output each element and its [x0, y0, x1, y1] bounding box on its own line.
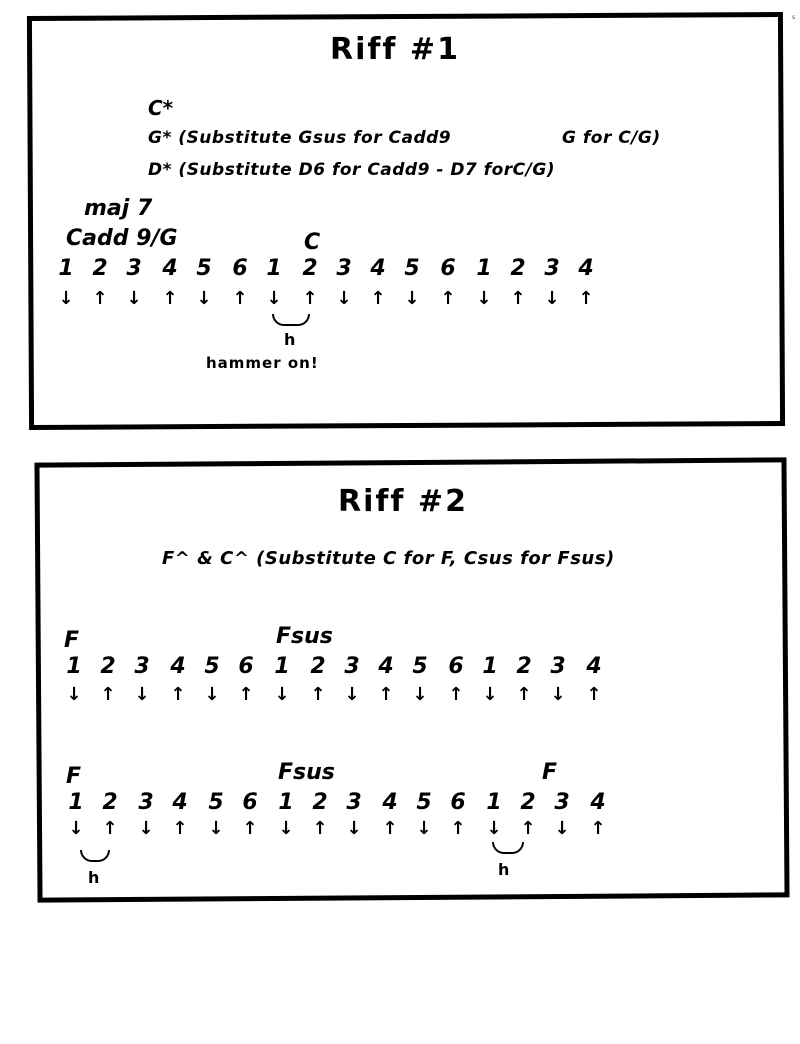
riff2-row2-strum-arrow-5: ↓	[208, 818, 224, 839]
riff2-row2-count-9: 3	[346, 790, 362, 815]
riff1-maj7: maj 7	[84, 196, 153, 221]
riff2-row1-count-16: 4	[586, 654, 602, 679]
riff2-row1-count-11: 5	[412, 654, 428, 679]
riff2-row2-strum-arrow-10: ↑	[382, 818, 398, 839]
riff2-row1-strum-arrow-7: ↓	[274, 684, 290, 705]
riff1-count-1: 1	[58, 256, 74, 281]
riff2-row2-fsus: Fsus	[278, 760, 335, 785]
riff2-row1-count-15: 3	[550, 654, 566, 679]
riff1-c-label: C	[304, 230, 321, 255]
riff2-row1-strum-arrow-14: ↑	[516, 684, 532, 705]
riff2-row2-count-16: 4	[590, 790, 606, 815]
riff1-count-3: 3	[126, 256, 142, 281]
riff1-count-9: 3	[336, 256, 352, 281]
riff1-count-15: 3	[544, 256, 560, 281]
corner-mark: s	[792, 14, 796, 21]
riff1-count-14: 2	[510, 256, 526, 281]
riff2-row1-count-9: 3	[344, 654, 360, 679]
riff2-row1-count-14: 2	[516, 654, 532, 679]
riff2-row2-f2: F	[542, 760, 558, 785]
riff1-strum-arrow-7: ↓	[266, 288, 282, 309]
riff2-row1-count-5: 5	[204, 654, 220, 679]
riff1-count-10: 4	[370, 256, 386, 281]
riff1-count-2: 2	[92, 256, 108, 281]
riff1-strum-arrow-4: ↑	[162, 288, 178, 309]
riff1-strum-arrow-10: ↑	[370, 288, 386, 309]
riff1-count-5: 5	[196, 256, 212, 281]
riff2-row2-h1: h	[88, 868, 100, 887]
riff2-row1-strum-arrow-15: ↓	[550, 684, 566, 705]
riff1-count-7: 1	[266, 256, 282, 281]
riff2-row1-count-6: 6	[238, 654, 254, 679]
riff1-strum-arrow-2: ↑	[92, 288, 108, 309]
riff2-row1-strum-arrow-10: ↑	[378, 684, 394, 705]
riff2-row1-strum-arrow-2: ↑	[100, 684, 116, 705]
riff2-row1-strum-arrow-9: ↓	[344, 684, 360, 705]
riff2-row1-fsus: Fsus	[276, 624, 333, 649]
riff2-row2-count-11: 5	[416, 790, 432, 815]
riff2-row1-strum-arrow-6: ↑	[238, 684, 254, 705]
riff2-row2-count-4: 4	[172, 790, 188, 815]
riff1-count-8: 2	[302, 256, 318, 281]
riff2-row1-strum-arrow-3: ↓	[134, 684, 150, 705]
riff2-row1-strum-arrow-12: ↑	[448, 684, 464, 705]
riff1-line-g: G* (Substitute Gsus for Cadd9	[148, 128, 452, 148]
riff2-row2-count-1: 1	[68, 790, 84, 815]
riff2-row1-count-1: 1	[66, 654, 82, 679]
riff2-row2-f: F	[66, 764, 82, 789]
riff2-row1-count-2: 2	[100, 654, 116, 679]
riff1-count-4: 4	[162, 256, 178, 281]
riff1-strum-arrow-3: ↓	[126, 288, 142, 309]
riff1-chord-c: C*	[148, 96, 174, 120]
riff1-strum-arrow-1: ↓	[58, 288, 74, 309]
riff2-row2-h2: h	[498, 860, 510, 879]
riff2-row1-count-7: 1	[274, 654, 290, 679]
riff2-row1-count-12: 6	[448, 654, 464, 679]
riff2-row2-strum-arrow-4: ↑	[172, 818, 188, 839]
riff1-count-11: 5	[404, 256, 420, 281]
riff2-title: Riff #2	[338, 484, 468, 519]
riff2-row1-strum-arrow-1: ↓	[66, 684, 82, 705]
hammer-slur	[272, 314, 310, 326]
riff2-row1-strum-arrow-8: ↑	[310, 684, 326, 705]
riff2-row2-strum-arrow-8: ↑	[312, 818, 328, 839]
riff2-row2-count-2: 2	[102, 790, 118, 815]
riff2-row2-strum-arrow-1: ↓	[68, 818, 84, 839]
riff1-line-g-tail: G for C/G)	[562, 128, 661, 148]
riff2-row2-strum-arrow-16: ↑	[590, 818, 606, 839]
riff2-row2-strum-arrow-11: ↓	[416, 818, 432, 839]
riff2-row2-strum-arrow-15: ↓	[554, 818, 570, 839]
riff2-row2-strum-arrow-12: ↑	[450, 818, 466, 839]
riff1-hammer-h: h	[284, 330, 296, 349]
riff1-strum-arrow-16: ↑	[578, 288, 594, 309]
riff2-row2-strum-arrow-3: ↓	[138, 818, 154, 839]
riff2-row1-count-3: 3	[134, 654, 150, 679]
riff2-row2-strum-arrow-7: ↓	[278, 818, 294, 839]
riff1-line-d: D* (Substitute D6 for Cadd9 - D7 forC/G)	[148, 160, 556, 180]
riff2-row2-count-12: 6	[450, 790, 466, 815]
riff1-strum-arrow-6: ↑	[232, 288, 248, 309]
riff2-row1-strum-arrow-5: ↓	[204, 684, 220, 705]
riff2-row2-count-8: 2	[312, 790, 328, 815]
riff2-row1-strum-arrow-11: ↓	[412, 684, 428, 705]
riff1-strum-arrow-9: ↓	[336, 288, 352, 309]
riff1-title: Riff #1	[330, 32, 460, 67]
riff2-row2-count-13: 1	[486, 790, 502, 815]
riff2-row2-count-15: 3	[554, 790, 570, 815]
riff1-box	[27, 12, 785, 430]
riff2-row2-count-5: 5	[208, 790, 224, 815]
riff1-count-6: 6	[232, 256, 248, 281]
riff2-row2-count-14: 2	[520, 790, 536, 815]
riff2-row1-count-13: 1	[482, 654, 498, 679]
riff2-row1-strum-arrow-4: ↑	[170, 684, 186, 705]
riff2-row1-strum-arrow-13: ↓	[482, 684, 498, 705]
riff2-row2-strum-arrow-2: ↑	[102, 818, 118, 839]
riff2-row2-strum-arrow-14: ↑	[520, 818, 536, 839]
riff1-strum-arrow-15: ↓	[544, 288, 560, 309]
riff1-strum-arrow-13: ↓	[476, 288, 492, 309]
riff2-row1-count-4: 4	[170, 654, 186, 679]
riff2-row2-count-3: 3	[138, 790, 154, 815]
riff1-strum-arrow-8: ↑	[302, 288, 318, 309]
riff1-strum-arrow-14: ↑	[510, 288, 526, 309]
riff1-hammer-text: hammer on!	[206, 354, 319, 372]
riff2-row1-count-8: 2	[310, 654, 326, 679]
riff2-row1-f: F	[64, 628, 80, 653]
riff2-row2-strum-arrow-13: ↓	[486, 818, 502, 839]
riff2-row2-count-6: 6	[242, 790, 258, 815]
riff1-strum-arrow-12: ↑	[440, 288, 456, 309]
riff2-subtitle: F^ & C^ (Substitute C for F, Csus for Fsus)	[162, 548, 615, 569]
riff1-count-12: 6	[440, 256, 456, 281]
riff2-row1-strum-arrow-16: ↑	[586, 684, 602, 705]
riff2-row2-count-10: 4	[382, 790, 398, 815]
riff2-row1-count-10: 4	[378, 654, 394, 679]
riff1-cadd: Cadd 9/G	[66, 226, 178, 251]
riff2-row2-strum-arrow-9: ↓	[346, 818, 362, 839]
riff1-count-16: 4	[578, 256, 594, 281]
riff1-strum-arrow-11: ↓	[404, 288, 420, 309]
riff2-row2-strum-arrow-6: ↑	[242, 818, 258, 839]
riff2-row2-count-7: 1	[278, 790, 294, 815]
riff1-count-13: 1	[476, 256, 492, 281]
riff1-strum-arrow-5: ↓	[196, 288, 212, 309]
